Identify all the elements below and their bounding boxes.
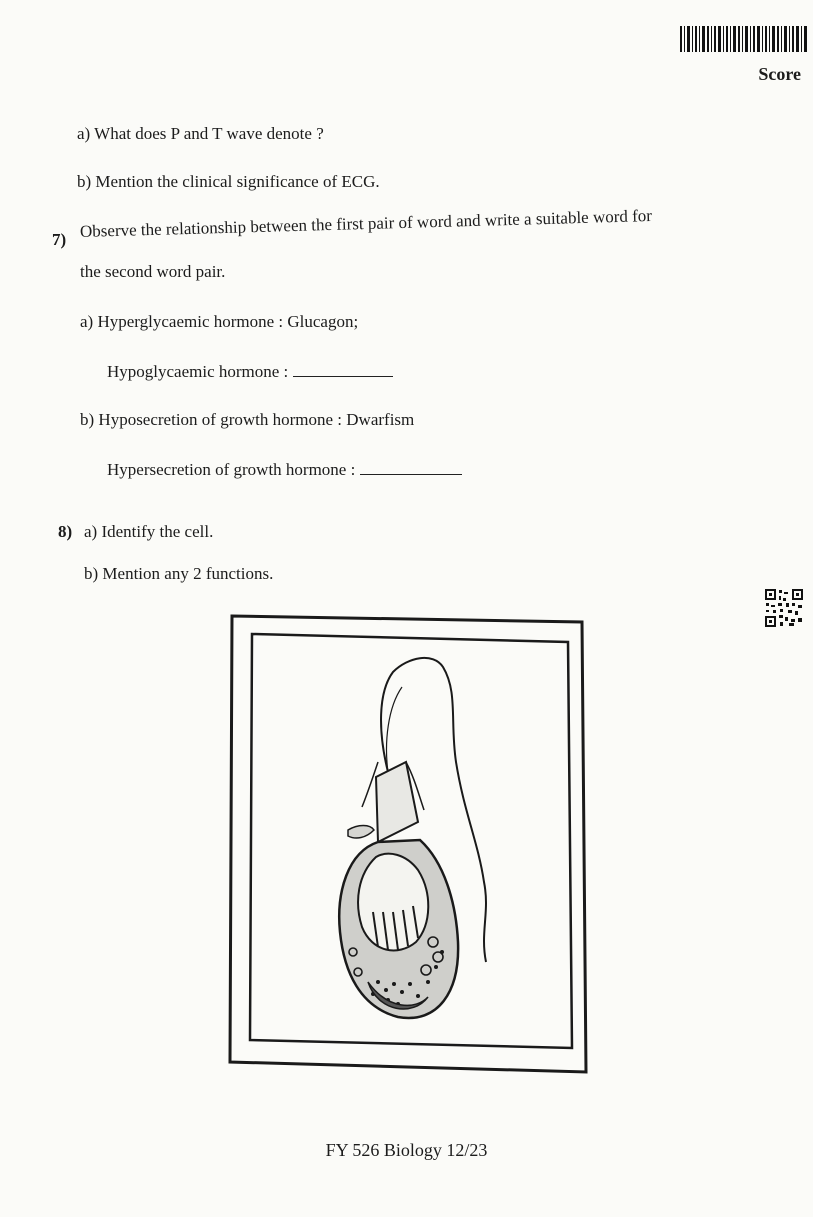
answer-blank — [360, 460, 462, 475]
q8-part-a: a) Identify the cell. — [84, 522, 214, 541]
q7-stem-line1: Observe the relationship between the first pair of word and write a suitable word for — [79, 206, 653, 241]
answer-blank — [293, 362, 393, 377]
q7-number: 7) — [52, 230, 67, 249]
q7-part-a-line2: Hypoglycaemic hormone : — [107, 362, 393, 382]
q7-part-a-line1: a) Hyperglycaemic hormone : Glucagon; — [80, 312, 359, 331]
barcode-icon — [680, 26, 808, 52]
q7-stem-line2: the second word pair. — [80, 262, 226, 281]
q7-part-b-line2: Hypersecretion of growth hormone : — [107, 460, 462, 480]
page-footer: FY 526 Biology 12/23 — [325, 1140, 488, 1160]
q8-number: 8) — [58, 522, 73, 541]
q6-part-a: a) What does P and T wave denote ? — [77, 124, 324, 143]
q8-part-b: b) Mention any 2 functions. — [84, 564, 274, 583]
q7-part-b-line1: b) Hyposecretion of growth hormone : Dwarfism — [80, 410, 415, 429]
q6-part-b: b) Mention the clinical significance of ECG. — [77, 172, 380, 191]
sperm-cell-figure — [228, 612, 588, 1077]
qr-code-icon — [764, 588, 804, 628]
score-label: Score — [758, 64, 801, 84]
